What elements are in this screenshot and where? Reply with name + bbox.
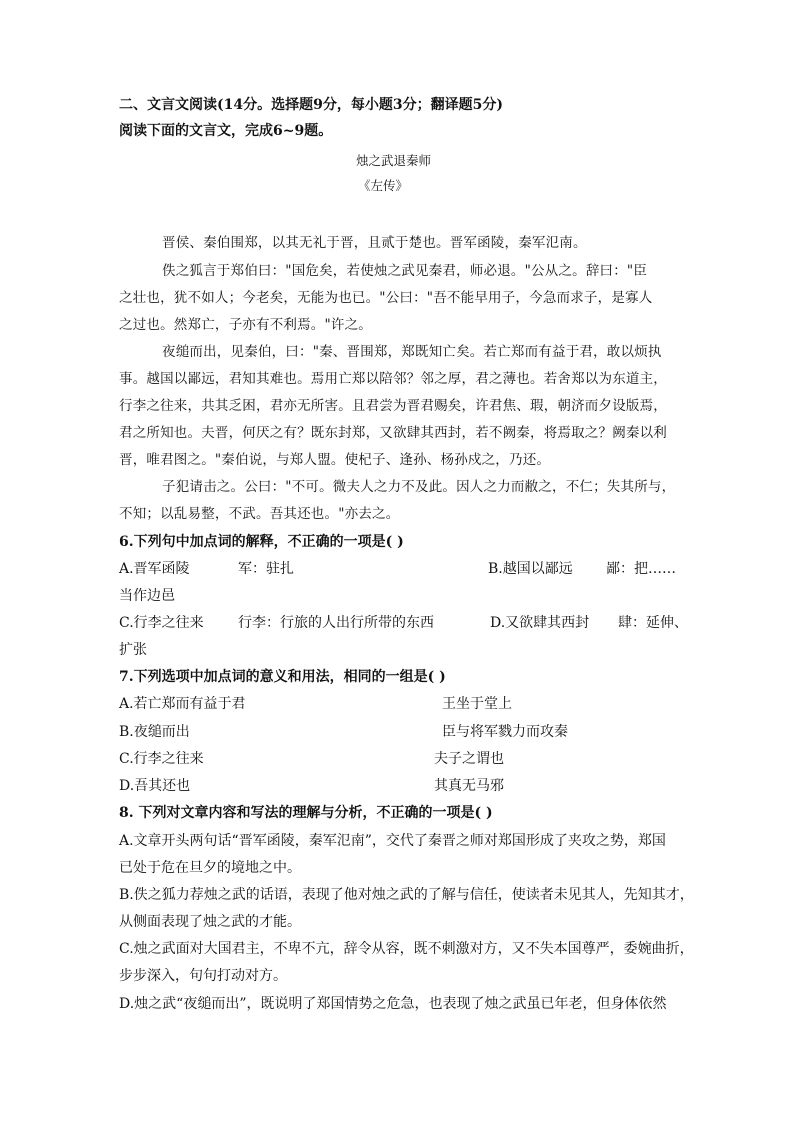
q8-option-line: B.佚之狐力荐烛之武的话语，表现了他对烛之武的了解与信任，使读者未见其人，先知其才， [119,887,694,903]
question-8-stem: 8. 下列对文章内容和写法的理解与分析，不正确的一项是( ) [119,805,493,821]
q6-option-c-gloss: 行李：行旅的人出行所带的东西 [238,615,434,631]
q7-option-b-right: 臣与将军戮力而攻秦 [442,724,568,740]
passage-line: 晋，唯君图之。"秦伯说，与郑人盟。使杞子、逢孙、杨孙戍之，乃还。 [119,452,551,468]
passage-line: 事。越国以鄙远，君知其难也。焉用亡郑以陪邻？邻之厚，君之薄也。若舍郑以为东道主， [119,371,667,387]
q6-option-d-gloss: 肆：延伸、 [618,615,688,631]
q7-option-b-left: B.夜缒而出 [119,724,190,740]
q6-option-a-gloss: 军：驻扎 [238,561,294,577]
passage-line: 不知；以乱易整，不武。吾其还也。"亦去之。 [119,506,400,522]
passage-line: 君之所知也。夫晋，何厌之有？既东封郑，又欲肆其西封，若不阙秦，将焉取之？阙秦以利 [119,425,667,441]
q6-option-b-gloss: 鄙：把…… [606,561,676,577]
section-header: 二、文言文阅读(14分。选择题9分，每小题3分；翻译题5分) [119,97,503,113]
q7-option-d-right: 其真无马邪 [434,778,504,794]
passage-title: 烛之武退秦师 [356,153,432,168]
question-6-stem: 6.下列句中加点词的解释，不正确的一项是( ) [119,534,404,550]
passage-line: 夜缒而出，见秦伯，曰："秦、晋围郑，郑既知亡矣。若亡郑而有益于君，敢以烦执 [162,344,662,360]
passage-line: 晋侯、秦伯围郑，以其无礼于晋，且贰于楚也。晋军函陵，秦军氾南。 [162,235,587,251]
q7-option-a-left: A.若亡郑而有益于君 [119,696,246,712]
q7-option-c-right: 夫子之谓也 [434,751,504,767]
q7-option-a-right: 王坐于堂上 [442,696,512,712]
question-7-stem: 7.下列选项中加点词的意义和用法，相同的一组是( ) [119,669,446,685]
passage-line: 佚之狐言于郑伯曰："国危矣，若使烛之武见秦君，师必退。"公从之。辞曰："臣 [162,263,648,279]
passage-line: 之过也。然郑亡，子亦有不利焉。"许之。 [119,317,373,333]
q6-option-a-text: A.晋军函陵 [119,561,190,577]
passage-source: 《左传》 [358,178,409,193]
q8-option-line: 已处于危在旦夕的境地之中。 [119,860,301,876]
q6-option-b-text: B.越国以鄙远 [488,561,573,577]
q8-option-line: A.文章开头两句话“晋军函陵，秦军氾南”，交代了秦晋之师对郑国形成了夹攻之势，郑国 [119,833,666,849]
q8-option-line: D.烛之武“夜缒而出”，既说明了郑国情势之危急，也表现了烛之武虽已年老，但身体依然 [119,996,667,1012]
q7-option-c-left: C.行李之往来 [119,751,204,767]
q8-option-line: 从侧面表现了烛之武的才能。 [119,914,301,930]
q8-option-line: 步步深入，句句打动对方。 [119,968,287,984]
section-instruction: 阅读下面的文言文，完成6~9题。 [119,123,333,139]
q6-option-d-text: D.又欲肆其西封 [490,615,590,631]
q6-option-d-gloss-cont: 扩张 [119,642,147,658]
q8-option-line: C.烛之武面对大国君主，不卑不亢，辞令从容，既不刺激对方，又不失本国尊严，委婉曲折， [119,941,694,957]
q6-option-b-gloss-cont: 当作边邑 [119,588,175,604]
passage-line: 子犯请击之。公曰："不可。微夫人之力不及此。因人之力而敝之，不仁；失其所与， [162,479,676,495]
passage-line: 行李之往来，共其乏困，君亦无所害。且君尝为晋君赐矣，许君焦、瑕，朝济而夕设版焉， [119,398,667,414]
passage-line: 之壮也，犹不如人；今老矣，无能为也已。"公曰："吾不能早用子，今急而求子，是寡人 [119,290,653,306]
q6-option-c-text: C.行李之往来 [119,615,204,631]
q7-option-d-left: D.吾其还也 [119,778,191,794]
